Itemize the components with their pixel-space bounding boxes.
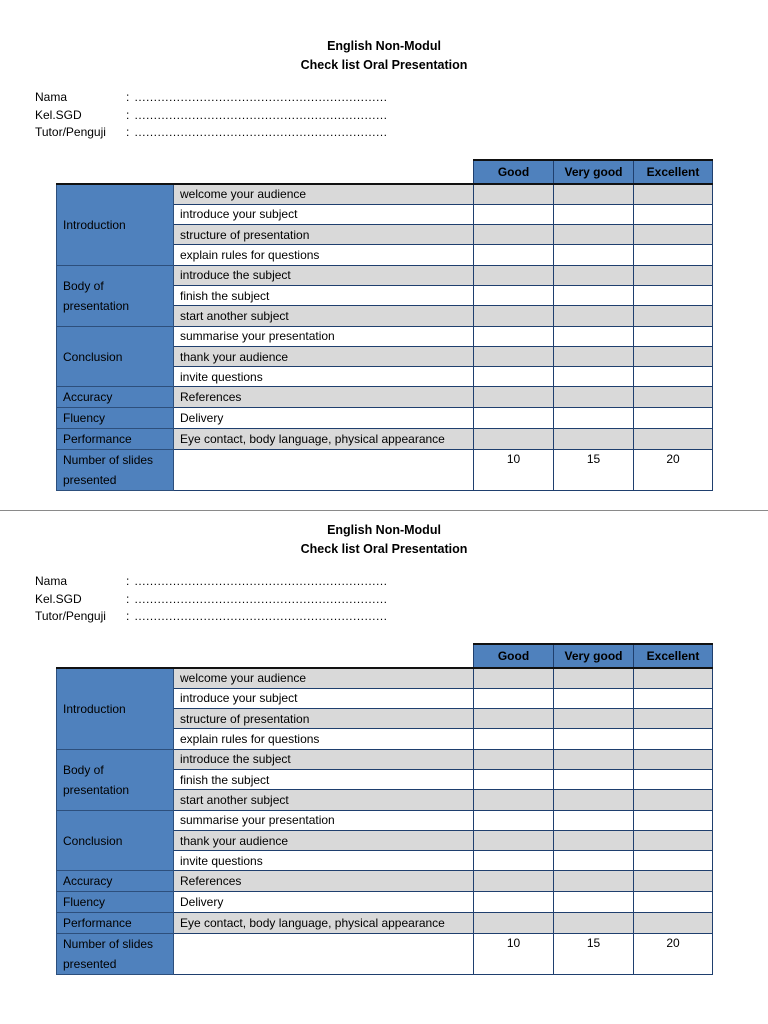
score-good-cell[interactable] <box>474 367 554 387</box>
score-good-cell[interactable] <box>474 225 554 245</box>
field-kel-sgd <box>35 107 387 125</box>
criterion: thank your audience <box>174 346 474 366</box>
score-very-good-cell[interactable] <box>554 265 634 285</box>
table-row <box>57 871 713 892</box>
score-excellent-cell[interactable] <box>634 729 713 749</box>
field-dotted-line[interactable]: ………………………………………………………… <box>134 90 387 104</box>
score-good-cell[interactable] <box>474 245 554 265</box>
table-row <box>57 892 713 913</box>
header-blank <box>57 160 474 184</box>
score-good-cell[interactable] <box>474 429 554 450</box>
score-very-good-cell[interactable] <box>554 367 634 387</box>
score-very-good-cell[interactable] <box>554 729 634 749</box>
slides-blank-cell[interactable] <box>174 934 474 975</box>
criterion: explain rules for questions <box>174 729 474 749</box>
table-row <box>57 749 713 769</box>
score-excellent-cell[interactable] <box>634 668 713 688</box>
table-row <box>57 450 713 491</box>
score-good-cell[interactable] <box>474 387 554 408</box>
slides-excellent-value: 20 <box>634 450 713 491</box>
criterion: invite questions <box>174 851 474 871</box>
field-dotted-line[interactable]: ………………………………………………………… <box>134 125 387 139</box>
table-header-row <box>57 160 713 184</box>
category-body: Body of presentation <box>57 265 174 326</box>
header-excellent: Excellent <box>634 644 713 668</box>
score-very-good-cell[interactable] <box>554 709 634 729</box>
criterion: Delivery <box>174 892 474 913</box>
score-good-cell[interactable] <box>474 810 554 830</box>
score-excellent-cell[interactable] <box>634 790 713 810</box>
table-row <box>57 265 713 285</box>
score-very-good-cell[interactable] <box>554 429 634 450</box>
form-subtitle: Check list Oral Presentation <box>300 58 468 72</box>
form-subtitle: Check list Oral Presentation <box>300 542 468 556</box>
score-excellent-cell[interactable] <box>634 367 713 387</box>
criterion: References <box>174 387 474 408</box>
score-good-cell[interactable] <box>474 688 554 708</box>
criterion: finish the subject <box>174 285 474 305</box>
slides-good-value: 10 <box>474 934 554 975</box>
score-excellent-cell[interactable] <box>634 346 713 366</box>
field-colon: : <box>126 591 130 606</box>
score-excellent-cell[interactable] <box>634 204 713 224</box>
score-very-good-cell[interactable] <box>554 306 634 326</box>
criterion: thank your audience <box>174 830 474 850</box>
header-blank <box>57 644 474 668</box>
score-good-cell[interactable] <box>474 769 554 789</box>
field-colon: : <box>126 125 130 139</box>
table-row <box>57 408 713 429</box>
score-good-cell[interactable] <box>474 306 554 326</box>
score-excellent-cell[interactable] <box>634 749 713 769</box>
field-label: Kel.SGD <box>35 107 82 122</box>
score-good-cell[interactable] <box>474 709 554 729</box>
score-good-cell[interactable] <box>474 729 554 749</box>
score-excellent-cell[interactable] <box>634 851 713 871</box>
field-tutor <box>35 608 387 626</box>
score-excellent-cell[interactable] <box>634 387 713 408</box>
score-good-cell[interactable] <box>474 851 554 871</box>
category-fluency: Fluency <box>57 408 174 429</box>
field-colon: : <box>126 107 130 122</box>
score-excellent-cell[interactable] <box>634 285 713 305</box>
score-very-good-cell[interactable] <box>554 408 634 429</box>
score-excellent-cell[interactable] <box>634 769 713 789</box>
criterion: invite questions <box>174 367 474 387</box>
criterion: introduce your subject <box>174 204 474 224</box>
score-good-cell[interactable] <box>474 871 554 892</box>
slides-very-good-value: 15 <box>554 934 634 975</box>
slides-good-value: 10 <box>474 450 554 491</box>
score-good-cell[interactable] <box>474 830 554 850</box>
field-kel-sgd <box>35 591 387 609</box>
field-label: Tutor/Penguji <box>35 609 106 623</box>
header-good: Good <box>474 644 554 668</box>
table-row <box>57 810 713 830</box>
criterion: finish the subject <box>174 769 474 789</box>
score-good-cell[interactable] <box>474 184 554 204</box>
criterion: welcome your audience <box>174 184 474 204</box>
criterion: start another subject <box>174 306 474 326</box>
score-very-good-cell[interactable] <box>554 668 634 688</box>
category-accuracy: Accuracy <box>57 871 174 892</box>
field-dotted-line[interactable]: ………………………………………………………… <box>134 107 387 122</box>
slides-excellent-value: 20 <box>634 934 713 975</box>
criterion: Eye contact, body language, physical appearance <box>174 429 474 450</box>
score-good-cell[interactable] <box>474 408 554 429</box>
score-good-cell[interactable] <box>474 265 554 285</box>
score-very-good-cell[interactable] <box>554 204 634 224</box>
score-good-cell[interactable] <box>474 749 554 769</box>
score-good-cell[interactable] <box>474 346 554 366</box>
checklist-table <box>56 159 713 491</box>
category-introduction: Introduction <box>57 668 174 749</box>
score-very-good-cell[interactable] <box>554 245 634 265</box>
score-very-good-cell[interactable] <box>554 346 634 366</box>
score-very-good-cell[interactable] <box>554 871 634 892</box>
score-very-good-cell[interactable] <box>554 913 634 934</box>
page-separator <box>0 510 768 511</box>
score-good-cell[interactable] <box>474 285 554 305</box>
score-very-good-cell[interactable] <box>554 184 634 204</box>
category-conclusion: Conclusion <box>57 326 174 387</box>
score-excellent-cell[interactable] <box>634 225 713 245</box>
header-very-good: Very good <box>554 644 634 668</box>
field-colon: : <box>126 574 130 588</box>
category-slides: Number of slides presented <box>57 934 174 975</box>
slides-blank-cell[interactable] <box>174 450 474 491</box>
student-fields <box>35 89 387 142</box>
criterion: Delivery <box>174 408 474 429</box>
criterion: explain rules for questions <box>174 245 474 265</box>
score-good-cell[interactable] <box>474 668 554 688</box>
table-row <box>57 934 713 975</box>
criterion: summarise your presentation <box>174 326 474 346</box>
score-good-cell[interactable] <box>474 892 554 913</box>
score-excellent-cell[interactable] <box>634 326 713 346</box>
field-nama <box>35 573 387 591</box>
category-conclusion: Conclusion <box>57 810 174 871</box>
score-very-good-cell[interactable] <box>554 851 634 871</box>
form-title: English Non-Modul <box>327 523 441 537</box>
header-excellent: Excellent <box>634 160 713 184</box>
criterion: References <box>174 871 474 892</box>
score-very-good-cell[interactable] <box>554 769 634 789</box>
slides-very-good-value: 15 <box>554 450 634 491</box>
score-very-good-cell[interactable] <box>554 225 634 245</box>
score-excellent-cell[interactable] <box>634 913 713 934</box>
score-very-good-cell[interactable] <box>554 749 634 769</box>
category-introduction: Introduction <box>57 184 174 265</box>
criterion: structure of presentation <box>174 709 474 729</box>
table-row <box>57 184 713 204</box>
score-excellent-cell[interactable] <box>634 871 713 892</box>
score-very-good-cell[interactable] <box>554 387 634 408</box>
table-row <box>57 668 713 688</box>
field-label: Nama <box>35 90 68 104</box>
field-nama <box>35 89 387 107</box>
criterion: welcome your audience <box>174 668 474 688</box>
table-row <box>57 387 713 408</box>
category-fluency: Fluency <box>57 892 174 913</box>
score-excellent-cell[interactable] <box>634 892 713 913</box>
category-performance: Performance <box>57 429 174 450</box>
score-very-good-cell[interactable] <box>554 285 634 305</box>
field-dotted-line[interactable]: ………………………………………………………… <box>134 574 387 588</box>
score-excellent-cell[interactable] <box>634 306 713 326</box>
criterion: start another subject <box>174 790 474 810</box>
score-very-good-cell[interactable] <box>554 830 634 850</box>
score-excellent-cell[interactable] <box>634 429 713 450</box>
field-label: Tutor/Penguji <box>35 125 106 139</box>
student-fields <box>35 573 387 626</box>
category-accuracy: Accuracy <box>57 387 174 408</box>
field-dotted-line[interactable]: ………………………………………………………… <box>134 591 387 606</box>
score-excellent-cell[interactable] <box>634 810 713 830</box>
score-excellent-cell[interactable] <box>634 245 713 265</box>
score-good-cell[interactable] <box>474 913 554 934</box>
category-slides: Number of slides presented <box>57 450 174 491</box>
score-excellent-cell[interactable] <box>634 265 713 285</box>
score-very-good-cell[interactable] <box>554 892 634 913</box>
score-excellent-cell[interactable] <box>634 184 713 204</box>
header-good: Good <box>474 160 554 184</box>
score-very-good-cell[interactable] <box>554 810 634 830</box>
criterion: introduce the subject <box>174 265 474 285</box>
field-tutor <box>35 124 387 142</box>
criterion: structure of presentation <box>174 225 474 245</box>
field-label: Nama <box>35 574 68 588</box>
score-excellent-cell[interactable] <box>634 408 713 429</box>
table-row <box>57 429 713 450</box>
score-very-good-cell[interactable] <box>554 688 634 708</box>
criterion: introduce the subject <box>174 749 474 769</box>
criterion: Eye contact, body language, physical appearance <box>174 913 474 934</box>
category-body: Body of presentation <box>57 749 174 810</box>
table-header-row <box>57 644 713 668</box>
score-good-cell[interactable] <box>474 790 554 810</box>
score-very-good-cell[interactable] <box>554 326 634 346</box>
score-good-cell[interactable] <box>474 326 554 346</box>
field-label: Kel.SGD <box>35 591 82 606</box>
score-very-good-cell[interactable] <box>554 790 634 810</box>
category-performance: Performance <box>57 913 174 934</box>
criterion: summarise your presentation <box>174 810 474 830</box>
checklist-table <box>56 643 713 975</box>
score-excellent-cell[interactable] <box>634 688 713 708</box>
field-dotted-line[interactable]: ………………………………………………………… <box>134 609 387 623</box>
criterion: introduce your subject <box>174 688 474 708</box>
header-very-good: Very good <box>554 160 634 184</box>
field-colon: : <box>126 90 130 104</box>
field-colon: : <box>126 609 130 623</box>
table-row <box>57 913 713 934</box>
score-excellent-cell[interactable] <box>634 830 713 850</box>
score-good-cell[interactable] <box>474 204 554 224</box>
table-row <box>57 326 713 346</box>
form-title: English Non-Modul <box>327 39 441 53</box>
score-excellent-cell[interactable] <box>634 709 713 729</box>
